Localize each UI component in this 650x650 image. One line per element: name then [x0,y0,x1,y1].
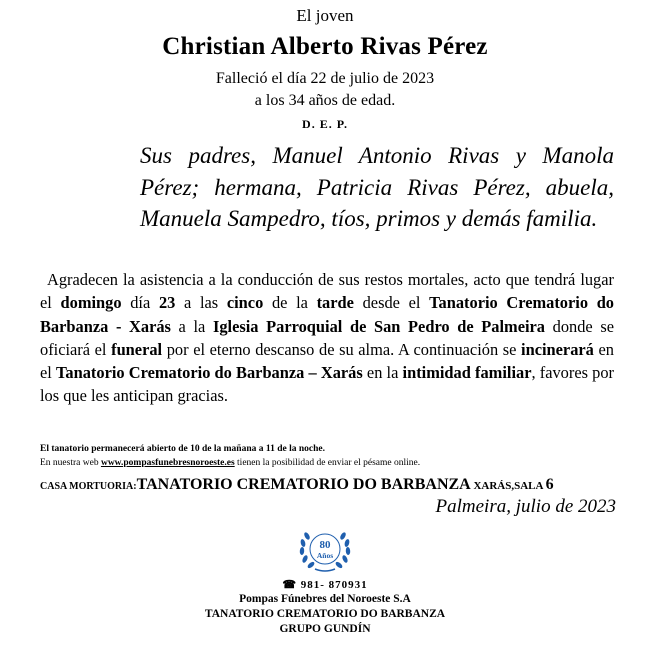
notice-text: día [121,293,159,313]
website-link[interactable]: www.pompasfunebresnoroeste.es [100,458,235,468]
notice-text: en la [362,363,403,383]
opening-hours: El tanatorio permanecerá abierto de 10 de la mañana a 11 de la noche. [40,444,325,454]
intro-text: El joven [296,6,354,25]
group-name: GRUPO GUNDÍN [279,623,371,635]
notice-text: a la [170,316,213,336]
mortuary-line [40,476,554,494]
notice-text: donde se oficiará el [40,316,615,359]
web-notice [40,458,420,468]
death-date: Falleció el día 22 de julio de 2023 [215,70,435,87]
logo-word: Años [316,551,334,560]
mortuary-place: XARÁS,SALA [470,480,546,492]
mortuary-label: CASA MORTUORIA: [40,481,137,492]
place-date: Palmeira, julio de 2023 [435,496,616,517]
notice-date: 23 [158,293,176,313]
notice-text: a las [175,293,227,313]
age-text: a los 34 años de edad. [254,92,396,109]
company-name: Pompas Fúnebres del Noroeste S.A [239,593,411,605]
funeral-notice [40,268,614,408]
notice-text: , favores por los que les anticipan gracias. [40,363,614,406]
phone-icon: ☎ [282,579,298,591]
logo-number: 80 [319,539,331,551]
notice-hour: cinco [226,293,264,313]
notice-cremation: incinerará [521,339,594,359]
notice-crematorium: Tanatorio Crematorio do Barbanza – Xarás [56,363,363,383]
phone-line [0,578,650,591]
web-after: tienen la posibilidad de enviar el pésame online. [234,458,421,468]
dep-text: D. E. P. [302,117,348,131]
notice-day: domingo [60,293,122,313]
notice-text: por el eterno descanso de su alma. A continuación se [162,339,522,359]
tanatorio-name: TANATORIO CREMATORIO DO BARBANZA [204,608,446,620]
notice-privacy: intimidad familiar [402,363,532,383]
notice-period: tarde [316,293,354,313]
notice-text: Agradecen la asistencia a la conducción de sus restos mortales, acto que tendrá lugar el [40,270,614,313]
notice-origin: Tanatorio Crematorio do Barbanza - Xarás [40,293,614,336]
anniversary-logo [293,522,357,574]
phone-number[interactable]: 981- 870931 [300,579,368,591]
notice-text: desde el [353,293,430,313]
family-list: Sus padres, Manuel Antonio Rivas y Manola Pérez; hermana, Patricia Rivas Pérez, abuela, Manuela Sampedro, tíos, primos y demás familia. [140,143,614,231]
notice-church: Iglesia Parroquial de San Pedro de Palmeira [212,316,546,336]
notice-service: funeral [111,339,163,359]
notice-text: de la [263,293,317,313]
deceased-name: Christian Alberto Rivas Pérez [162,33,488,60]
mortuary-name: TANATORIO CREMATORIO DO BARBANZA [136,476,471,493]
notice-text: en el [40,339,614,383]
web-before: En nuestra web [40,458,101,468]
mortuary-room: 6 [545,476,554,493]
